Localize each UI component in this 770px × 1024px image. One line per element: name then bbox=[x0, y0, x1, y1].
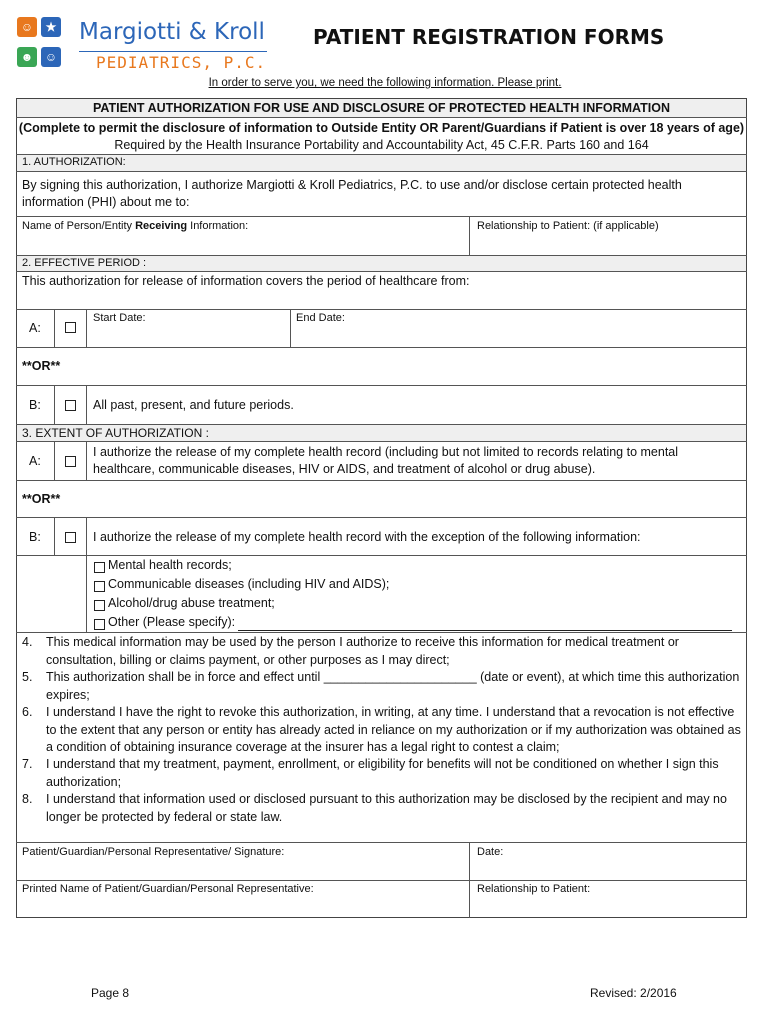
date-field[interactable] bbox=[471, 860, 746, 879]
logo-divider bbox=[79, 51, 267, 52]
communicable-checkbox[interactable] bbox=[94, 581, 105, 592]
period-b-text: All past, present, and future periods. bbox=[93, 398, 294, 412]
list-item: 5. This authorization shall be in force and effect until ______________________ (date or event), at which time this authorization expires; bbox=[22, 670, 740, 702]
instructions: In order to serve you, we need the following information. Please print. bbox=[208, 77, 562, 89]
printed-name-field[interactable] bbox=[17, 897, 468, 917]
revised-date: Revised: 2/2016 bbox=[590, 986, 677, 1000]
list-item: 7. I understand that my treatment, payment, enrollment, or eligibility for benefits will not be conditioned on whether I sign this authorization; bbox=[22, 757, 719, 789]
logo-subtitle: PEDIATRICS, P.C. bbox=[96, 53, 267, 72]
date-label: Date: bbox=[477, 846, 504, 858]
section1-text: information (PHI) about me to: bbox=[22, 195, 190, 209]
extent-a-text: healthcare, communicable diseases, HIV or AIDS, and treatment of alcohol or drug abuse). bbox=[93, 462, 596, 476]
extent-a-checkbox[interactable] bbox=[65, 456, 76, 467]
other-specify-field[interactable] bbox=[238, 629, 732, 631]
signature-field[interactable] bbox=[17, 860, 468, 879]
receiver-label-bold: Receiving bbox=[135, 220, 188, 232]
or-label: **OR** bbox=[22, 492, 61, 506]
list-item: 8. I understand that information used or disclosed pursuant to this authorization may be disclosed by the recipient and may no longer be protected by federal or state law. bbox=[22, 792, 727, 824]
logo-name: Margiotti & Kroll bbox=[79, 19, 265, 45]
list-item: 4. This medical information may be used by the person I authorize to receive this information for medical treatment or consultation, billing or claims payment, or other purposes as I may direct; bbox=[22, 635, 679, 667]
child-figure-icon: ☺ bbox=[17, 17, 37, 37]
start-date-label: Start Date: bbox=[93, 312, 146, 324]
or-label: **OR** bbox=[22, 359, 61, 373]
signature-label: Patient/Guardian/Personal Representative/ Signature: bbox=[22, 846, 285, 858]
option-a-label: A: bbox=[29, 321, 41, 335]
receiver-label-pre: Name of Person/Entity bbox=[22, 220, 136, 232]
extent-a-text: I authorize the release of my complete health record (including but not limited to records relating to mental bbox=[93, 445, 679, 459]
start-date-field[interactable] bbox=[88, 326, 288, 346]
exception-item: Communicable diseases (including HIV and AIDS); bbox=[108, 577, 390, 591]
section-heading-bg bbox=[17, 154, 746, 171]
section2-text: This authorization for release of information covers the period of healthcare from: bbox=[22, 274, 470, 288]
child-figure-icon: ☻ bbox=[17, 47, 37, 67]
mental-health-checkbox[interactable] bbox=[94, 562, 105, 573]
receiver-name-field[interactable] bbox=[17, 232, 468, 254]
relationship-field[interactable] bbox=[471, 232, 746, 254]
exception-item: Mental health records; bbox=[108, 558, 232, 572]
period-b-checkbox[interactable] bbox=[65, 400, 76, 411]
alcohol-drug-checkbox[interactable] bbox=[94, 600, 105, 611]
exception-item: Other (Please specify): bbox=[108, 615, 236, 629]
end-date-field[interactable] bbox=[292, 326, 746, 346]
option-a-label: A: bbox=[29, 454, 41, 468]
list-item: 6. I understand I have the right to revoke this authorization, in writing, at any time. I understand that a revocation is not effective to the extent that any person or entity has already acted in reliance on my authorization or if my authorization was obtained as a condition of obtaining insurance coverage at the insurer has a legal right to contest a claim; bbox=[22, 705, 741, 754]
page-title: PATIENT REGISTRATION FORMS bbox=[313, 25, 665, 49]
form-title: PATIENT AUTHORIZATION FOR USE AND DISCLOSURE OF PROTECTED HEALTH INFORMATION bbox=[92, 101, 671, 115]
period-a-checkbox[interactable] bbox=[65, 322, 76, 333]
exception-item: Alcohol/drug abuse treatment; bbox=[108, 596, 275, 610]
printed-name-label: Printed Name of Patient/Guardian/Personal Representative: bbox=[22, 883, 314, 895]
option-b-label: B: bbox=[29, 530, 41, 544]
other-checkbox[interactable] bbox=[94, 619, 105, 630]
relationship-label: Relationship to Patient: bbox=[477, 883, 591, 895]
receiver-label bbox=[22, 220, 248, 232]
end-date-label: End Date: bbox=[296, 312, 345, 324]
section1-heading: 1. AUTHORIZATION: bbox=[22, 156, 126, 168]
relationship-field[interactable] bbox=[471, 897, 746, 917]
extent-b-text: I authorize the release of my complete health record with the exception of the following information: bbox=[93, 530, 641, 544]
extent-b-checkbox[interactable] bbox=[65, 532, 76, 543]
section3-heading: 3. EXTENT OF AUTHORIZATION : bbox=[22, 426, 209, 440]
receiver-label-post: Information: bbox=[187, 220, 249, 232]
hipaa-note: Required by the Health Insurance Portability and Accountability Act, 45 C.F.R. Parts 160 and 164 bbox=[114, 138, 649, 152]
option-b-label: B: bbox=[29, 398, 41, 412]
child-figure-icon: ☺ bbox=[41, 47, 61, 67]
form-subtitle: (Complete to permit the disclosure of information to Outside Entity OR Parent/Guardians if Patient is over 18 years of age) bbox=[18, 121, 745, 135]
section1-text: By signing this authorization, I authorize Margiotti & Kroll Pediatrics, P.C. to use and/or disclose certain protected health bbox=[22, 178, 682, 192]
section2-heading: 2. EFFECTIVE PERIOD : bbox=[22, 257, 147, 269]
relationship-label: Relationship to Patient: (if applicable) bbox=[477, 220, 659, 232]
page-number: Page 8 bbox=[91, 986, 130, 1000]
child-figure-icon: ★ bbox=[41, 17, 61, 37]
